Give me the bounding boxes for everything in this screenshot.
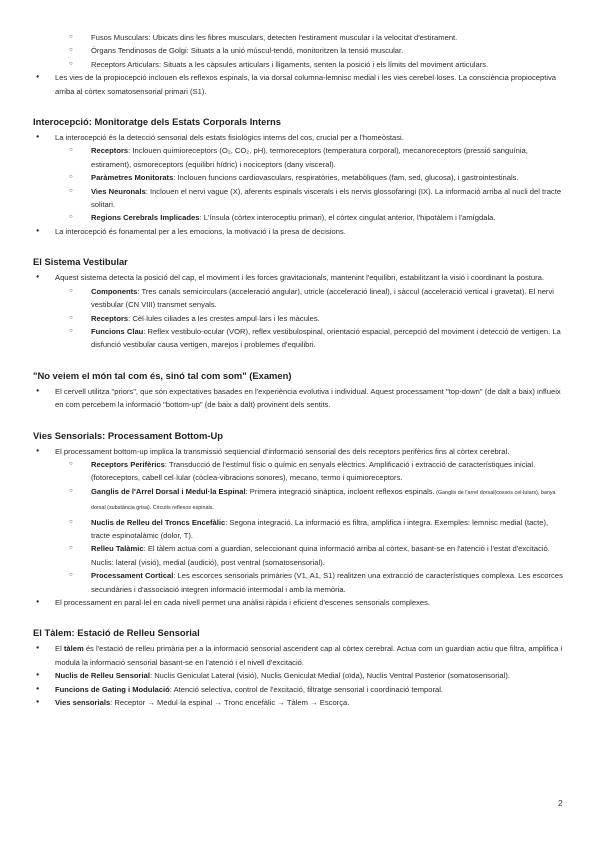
description: : El tàlem actua com a guardian, seleccionant quina informació arriba al còrtex, basant-se en l'atenció i l'estat d'excitació. Nuclis: lateral (visió), medial (audició), post ventral (somatosensorial). [91,544,550,567]
description: : Reflex vestibulo-ocular (VOR), reflex vestibulospinal, orientació espacial, percepció del moviment i detecció de vertigen. La disfunció vestibular causa vertigen, marejos i problemes d'equilibri. [91,326,561,350]
term: Components [91,286,138,296]
section-talem [33,626,567,709]
list-item [33,312,567,325]
term: Regions Cerebrals Implicades [91,213,200,223]
section-no-veiem [33,369,567,412]
term: Funcions de Gating i Modulació [55,684,170,694]
list-item: ○ Fusos Musculars: Ubicats dins les fibres musculars, detecten l'estirament muscular i la velocitat d'estirament. [33,31,567,44]
description: : Nuclis Geniculat Lateral (visió), Nuclis Geniculat Medial (oïda), Nuclis Ventral Posterior (somatosensorial). [149,671,510,681]
list-item [33,683,567,696]
no-veiem-list [33,385,567,412]
list-item [33,171,567,184]
prefix: El [55,644,64,654]
list-item: ● La interocepció és la detecció sensorial dels estats fisiològics interns del cos, crucial per a l'homeòstasi. [33,131,567,144]
term: Funcions Clau [91,326,144,336]
section-vies-sensorials [33,429,567,610]
list-item: ● Aquest sistema detecta la posició del cap, el moviment i les forces gravitacionals, mantenint l'equilibri, estabilitzant la visió i coordinant la postura. [33,271,567,284]
list-item [33,542,567,569]
section-title: "No veiem el món tal com és, sinó tal com som" (Examen) [33,369,292,381]
small-note: (Ganglis de l'arrel dorsal(cossos cel·lulars), banya dorsal (substància grisa). Circuits reflexos espinals. [91,489,556,512]
list-item [33,211,567,224]
description: : Inclouen el nervi vague (X), aferents espinals viscerals i els nervis glossofaringi (IX). La informació arriba al nucli del tracte solitari. [91,186,562,210]
interocepcio-list [33,131,567,238]
list-item: ● El cervell utilitza "priors", que són expectatives basades en l'experiència evolutiva i individual. Aquest processament "top-down" (de dalt a baix) influeix en com percebem la informació "bottom-up" (de baix a dalt) provinent dels sentits. [33,385,567,412]
list-item: ● El processament en paral·lel en cada nivell permet una anàlisi ràpida i eficient d'escenes sensorials complexes. [33,596,567,609]
list-item: ○ Òrgans Tendinosos de Golgi: Situats a la unió múscul-tendó, monitoritzen la tensió muscular. [33,44,567,57]
description: és l'estació de relleu primària per a la informació sensorial ascendent cap al còrtex cerebral. Actua com un guardian actiu que filtra, amplifica i modula la informació sensorial basant-se en l'atenció i el nivell d'excitació. [55,644,563,667]
list-item: ○ Receptors Articulars: Situats a les càpsules articulars i lligaments, senten la posició i els límits del moviment articulars. [33,58,567,71]
list-item [33,325,567,352]
list-item [33,516,567,543]
section-interocepcio [33,115,567,238]
proprioception-list [33,31,567,98]
term: Nuclis de Relleu Sensorial [55,671,150,681]
term: Receptors [91,313,129,323]
vies-list [33,445,567,610]
term: Vies sensorials [55,698,111,708]
list-item: ● Les vies de la propiocepció inclouen els reflexos espinals, la via dorsal columna-lemnisc medial i les vies cerebel·loses. La consciència propioceptiva arriba al còrtex somatosensorial primari (S1). [33,71,567,98]
list-item [33,696,567,709]
description: : Cèl·lules ciliades a les crestes ampul·lars i les màcules. [128,313,320,323]
list-item [33,669,567,682]
list-item [33,485,567,516]
term: Nuclis de Relleu del Troncs Encefàlic [91,517,226,527]
list-item [33,569,567,596]
description: : Segona integració. La informació es filtra, amplifica i integra. Exemples: lemnisc medial (tacte), tracte espinotalàmic (dolor, T). [91,517,549,540]
description: : Inclouen funcions cardiovasculars, respiratòries, metabòliques (fam, sed, glucosa), i gastrointestinals. [173,173,519,183]
list-item [33,642,567,669]
list-item [33,185,567,212]
description: : L'ínsula (còrtex interoceptiu primari), el còrtex cingulat anterior, l'hipotàlem i l'amígdala. [199,213,496,223]
description: : Atenció selectiva, control de l'excitació, filtratge sensorial i coordinació temporal. [169,684,444,694]
section-title: El Tàlem: Estació de Relleu Sensorial [33,627,200,639]
section-title: Vies Sensorials: Processament Bottom-Up [33,429,223,441]
term: Ganglis de l'Arrel Dorsal i Medul·la Espinal [91,486,246,496]
page-number: 2 [558,798,563,808]
section-title: Interocepció: Monitoratge dels Estats Corporals Interns [33,116,281,128]
list-item [33,144,567,171]
description: : Receptor → Medul·la espinal → Tronc encefàlic → Tàlem → Escorça. [110,698,350,708]
list-item [33,458,567,485]
list-item: ● El processament bottom-up implica la transmissió seqüencial d'informació sensorial des dels receptors perifèrics fins al còrtex cerebral. [33,445,567,458]
page-content [33,31,567,709]
talem-list [33,642,567,709]
term: Relleu Talàmic [91,544,144,554]
term: Vies Neuronals [91,186,146,196]
term: Processament Cortical [91,571,174,581]
term: tàlem [63,644,84,654]
description: : Inclouen quimioreceptors (O₂, CO₂, pH), termoreceptors (temperatura corporal), mecanoreceptors (pressió sanguínia, estirament), osmoreceptors (equilibri hídric) i nociceptors (dany visceral). [91,146,528,169]
description: : Primera integració sinàptica, incloent reflexos espinals. [245,486,435,496]
list-item [33,285,567,312]
term: Receptors [91,146,129,156]
section-vestibular [33,255,567,351]
list-item: ● La interocepció és fonamental per a les emocions, la motivació i la presa de decisions. [33,225,567,238]
description: : Tres canals semicirculars (acceleració angular), utricle (acceleració lineal), i sàccul (acceleració vertical i gravetat). El nervi vestibular (CN VIII) transmet senyals. [91,286,554,310]
description: : Transducció de l'estímul físic o químic en senyals elèctrics. Amplificació i extracció de característiques inicial. (fotoreceptors, cabell cel·lular (còclea-vibracions sonores), mecano, termo i quimioreceptors. [91,459,536,483]
vestibular-list [33,271,567,351]
term: Paràmetres Monitorats [91,173,174,183]
description: : Les escorces sensorials primàries (V1, A1, S1) realitzen una extracció de característiques complexa. Les escorces secundàries i d'associació integren informació intermodal i amb la memòria. [91,571,563,594]
term: Receptors Perifèrics [91,459,165,469]
section-title: El Sistema Vestibular [33,256,128,268]
